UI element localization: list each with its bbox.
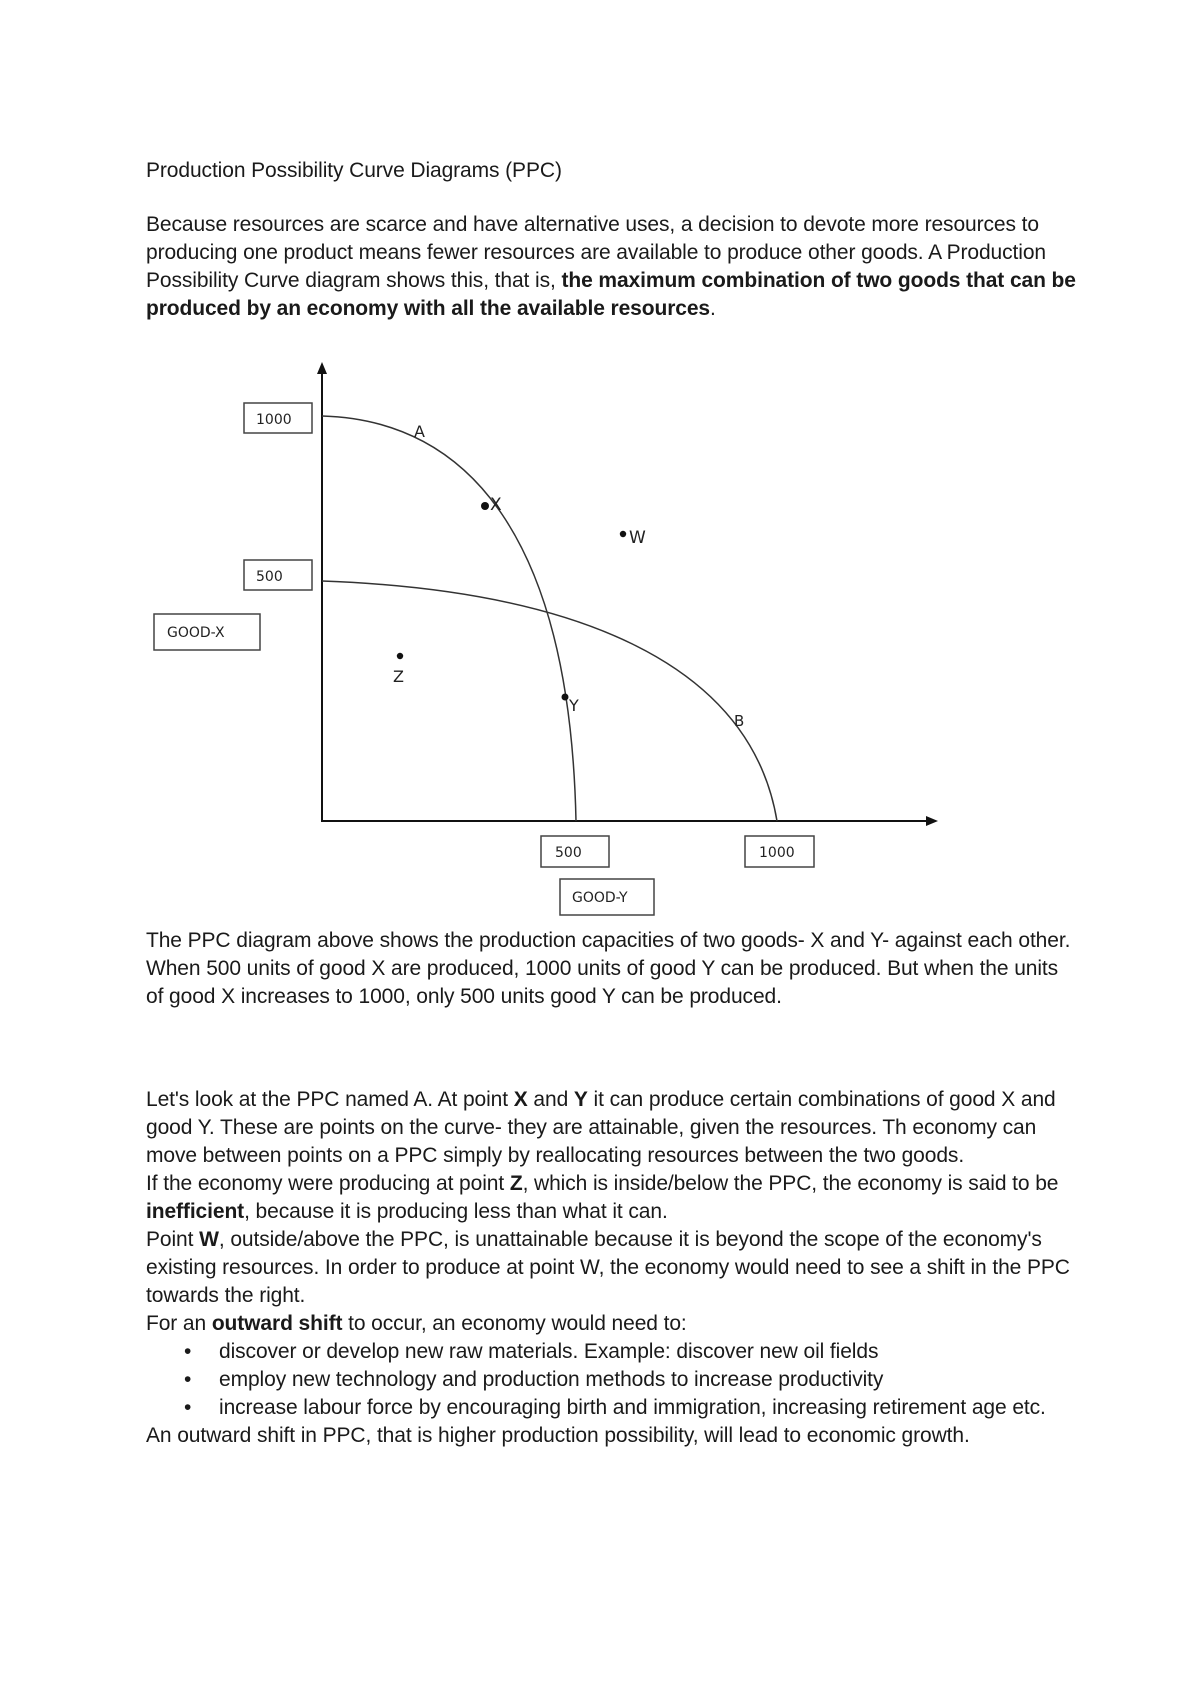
point-z-dot bbox=[397, 653, 403, 659]
paragraph-analysis: Let's look at the PPC named A. At point X and Y it can produce certain combinations of good X and good Y. These are points on the curve- they are attainable, given the resources. Th economy can move between points on a PPC simply by reallocating resources between the two goods. If the economy were producing at point Z, which is inside/below the PPC, the economy is said to be inefficient, because it is producing less than what it can. Point W, outside/above the PPC, is unattainable because it is beyond the scope of the economy's existing resources. In order to produce at point W, the economy would need to see a shift in the PPC towards the right. For an outward shift to occur, an economy would need to: • discover or develop new raw materials. Example: discover new oil fields • employ new technology and production methods to increase productivity • increase labour force by encouraging birth and immigration, increasing retirement age etc. An outward shift in PPC, that is higher production possibility, will lead to economic growth. bbox=[146, 1086, 1076, 1450]
outward-shift-list bbox=[146, 1338, 1076, 1422]
curve-a-label: A bbox=[414, 422, 425, 441]
x-tick-1000: 1000 bbox=[759, 845, 795, 861]
curve-b-label: B bbox=[734, 712, 745, 730]
list-item: • employ new technology and production methods to increase productivity bbox=[146, 1366, 1076, 1394]
x-axis-arrow bbox=[926, 816, 938, 826]
y-tick-500: 500 bbox=[256, 569, 283, 585]
y-tick-1000: 1000 bbox=[256, 412, 292, 428]
list-item: • increase labour force by encouraging birth and immigration, increasing retirement age etc. bbox=[146, 1394, 1076, 1422]
intro-end: . bbox=[710, 297, 716, 320]
list-item: • discover or develop new raw materials. Example: discover new oil fields bbox=[146, 1338, 1076, 1366]
intro-bold-definition: the maximum combination of two goods that can be produced by an economy with all the available resources bbox=[146, 269, 1076, 320]
y-axis-label: GOOD-X bbox=[167, 625, 225, 641]
y-axis-arrow bbox=[317, 362, 327, 374]
x-tick-500: 500 bbox=[555, 845, 582, 861]
point-z-label: Z bbox=[393, 667, 404, 686]
page-title: Production Possibility Curve Diagrams (PPC) bbox=[146, 159, 562, 182]
point-x-dot bbox=[481, 502, 489, 510]
point-w-label: W bbox=[629, 528, 646, 548]
ppc-curve-a bbox=[322, 416, 576, 821]
point-y-label: Y bbox=[569, 696, 579, 715]
intro-text: Because resources are scarce and have alternative uses, a decision to devote more resources to producing one product means fewer resources are available to produce other goods. A Production Possibility Curve diagram shows this, that is, bbox=[146, 213, 1046, 292]
point-y-dot bbox=[562, 694, 569, 701]
closing-sentence: An outward shift in PPC, that is higher production possibility, will lead to economic growth. bbox=[146, 1424, 970, 1447]
paragraph-explanation: The PPC diagram above shows the production capacities of two goods- X and Y- against each other. When 500 units of good X are produced, 1000 units of good Y can be produced. But when the units of good X increases to 1000, only 500 units good Y can be produced. bbox=[146, 929, 1071, 1008]
point-w-dot bbox=[620, 531, 626, 537]
point-x-label: X bbox=[490, 495, 502, 515]
x-axis-label: GOOD-Y bbox=[572, 890, 628, 906]
ppc-curve-b bbox=[322, 581, 777, 821]
